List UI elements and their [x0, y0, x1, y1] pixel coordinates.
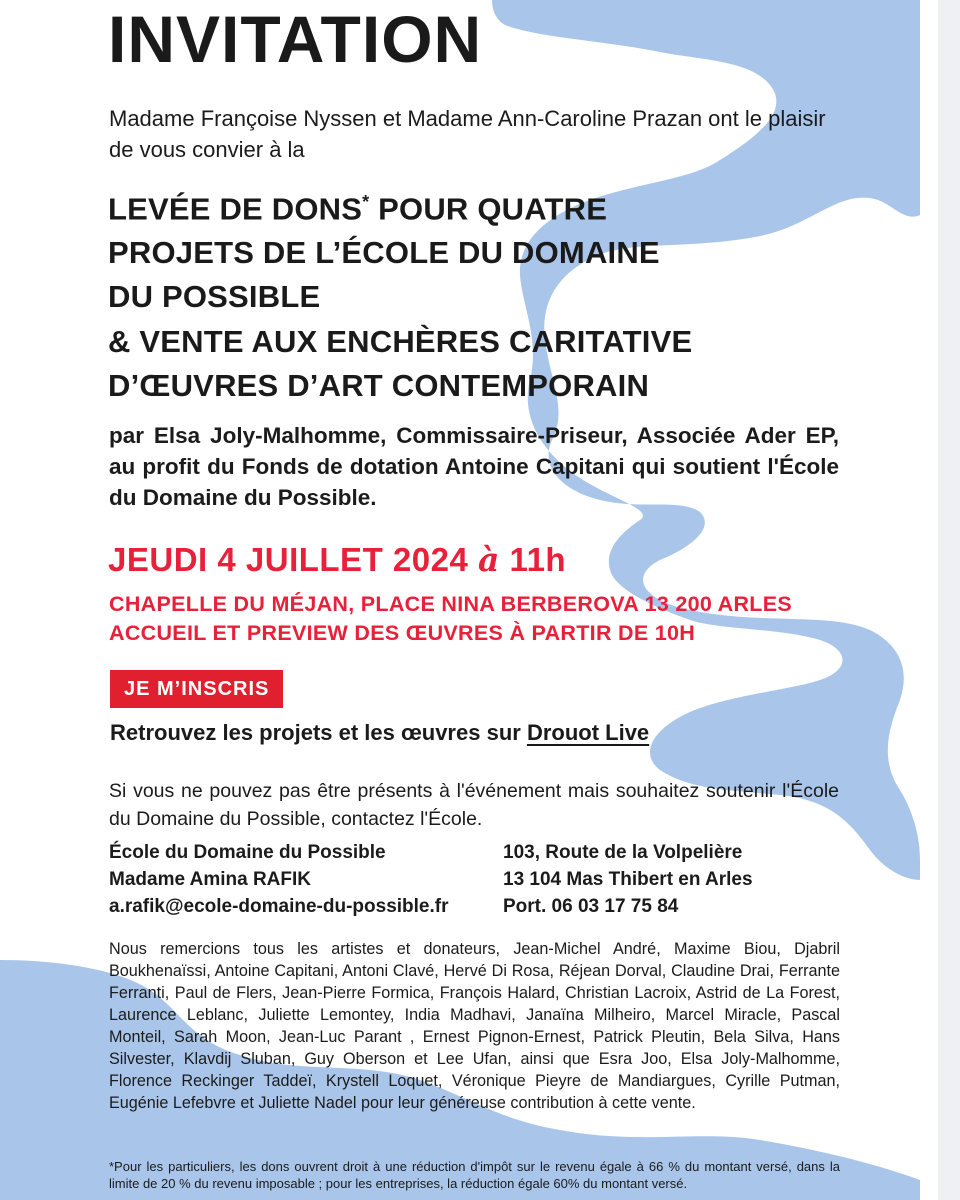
headline-fundraising — [108, 180, 828, 319]
event-preview: ACCUEIL ET PREVIEW DES ŒUVRES À PARTIR DE 10H — [109, 621, 696, 645]
event-date-at: à — [477, 540, 500, 579]
drouot-live-link[interactable]: Drouot Live — [526, 720, 650, 745]
headline-auction — [108, 320, 828, 408]
invitation-title: INVITATION — [108, 2, 483, 76]
headline-auction-line1: & VENTE AUX ENCHÈRES CARITATIVE — [108, 324, 693, 359]
event-time: 11h — [499, 541, 567, 578]
contact-address1: 103, Route de la Volpelière — [503, 842, 743, 863]
contact-org: École du Domaine du Possible — [109, 842, 386, 863]
drouot-line — [110, 720, 649, 746]
footnote-text: *Pour les particuliers, les dons ouvrent droit à une réduction d'impôt sur le revenu égale à 66 % du montant versé, dans la limite de 20 % du revenu imposable ; pour les entreprises, la réduction égale 60% du montant versé. — [109, 1159, 840, 1191]
drouot-text: Retrouvez les projets et les œuvres sur — [110, 720, 527, 745]
event-date-text: JEUDI 4 JUILLET 2024 — [108, 541, 478, 578]
headline-fundraising-main: LEVÉE DE DONS — [108, 191, 363, 227]
event-date — [108, 540, 566, 579]
contact-address2: 13 104 Mas Thibert en Arles — [503, 869, 753, 890]
hosts-text: Madame Françoise Nyssen et Madame Ann-Caroline Prazan ont le plaisir de vous convier à la — [109, 106, 826, 162]
thanks-text: Nous remercions tous les artistes et donateurs, Jean-Michel André, Maxime Biou, Djabril Boukhenaïssi, Antoine Capitani, Antoni Clavé, Hervé Di Rosa, Réjean Dorval, Claudine Drai, Ferrante Ferranti, Paul de Flers, Jean-Pierre Formica, François Halard, Christian Lacroix, Astrid de La Forest, Laurence Leblanc, Juliette Lemontey, India Madhavi, Janaïna Milheiro, Marcel Miracle, Pascal Monteil, Sarah Moon, Jean-Luc Parant , Ernest Pignon-Ernest, Patrick Pleutin, Bela Silva, Hans Silvester, Klavdij Sluban, Guy Oberson et Lee Ufan, ainsi que Esra Joo, Elsa Joly-Malhomme, Florence Reckinger Taddeï, Krystell Loquet, Véronique Pieyre de Mandiargues, Cyrille Putman, Eugénie Lefebvre et Juliette Nadel pour leur généreuse contribution à cette vente. — [109, 940, 840, 1112]
event-venue: CHAPELLE DU MÉJAN, PLACE NINA BERBEROVA 13 200 ARLES — [109, 592, 793, 616]
contact-left — [109, 839, 449, 920]
contact-right — [503, 839, 753, 920]
headline-fundraising-line1 — [108, 180, 828, 231]
headline-fundraising-rest: POUR QUATRE — [369, 191, 608, 227]
register-button[interactable]: JE M’INSCRIS — [110, 670, 283, 708]
contact-person: Madame Amina RAFIK — [109, 869, 311, 890]
headline-auction-line2: D’ŒUVRES D’ART CONTEMPORAIN — [108, 368, 650, 403]
contact-phone[interactable]: Port. 06 03 17 75 84 — [503, 896, 679, 917]
contact-email[interactable]: a.rafik@ecole-domaine-du-possible.fr — [109, 896, 449, 917]
event-location — [109, 590, 792, 648]
footnote-marker: * — [362, 192, 370, 212]
support-text: Si vous ne pouvez pas être présents à l'événement mais souhaitez soutenir l'École du Domaine du Possible, contactez l'École. — [109, 780, 839, 830]
headline-fundraising-line2: PROJETS DE L’ÉCOLE DU DOMAINE — [108, 235, 660, 271]
headline-fundraising-line3: DU POSSIBLE — [108, 279, 321, 315]
auctioneer-text: par Elsa Joly-Malhomme, Commissaire-Priseur, Associée Ader EP, au profit du Fonds de dotation Antoine Capitani qui soutient l'École du Domaine du Possible. — [109, 423, 839, 510]
